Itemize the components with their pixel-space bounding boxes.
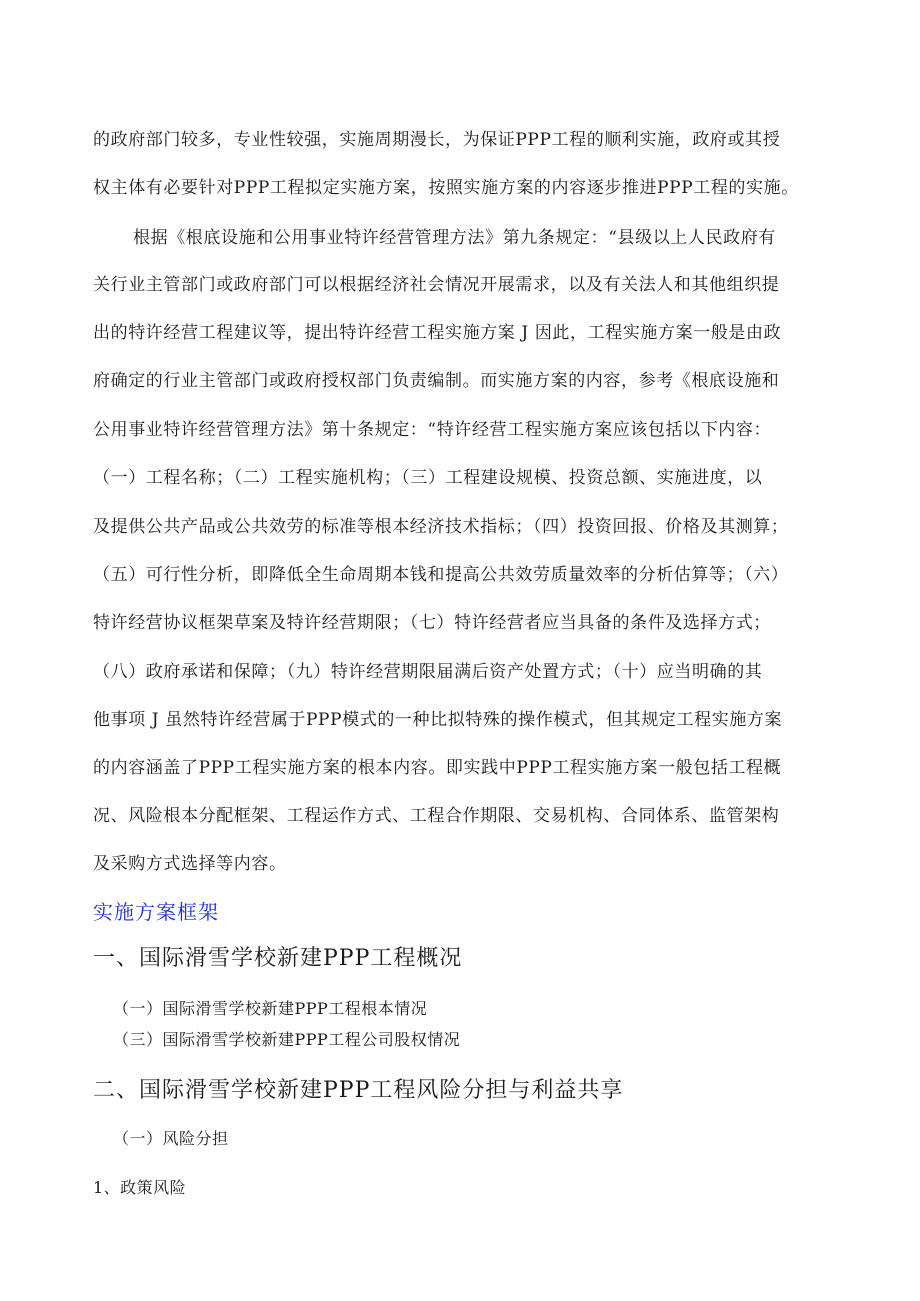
paragraph-line: （五）可行性分析，即降低全生命周期本钱和提高公共效劳质量效率的分析估算等；（六） [93,565,789,585]
paragraph-line: （八）政府承诺和保障；（九）特许经营期限届满后资产处置方式；（十）应当明确的其 [93,662,763,682]
subsection-item: （一）国际滑雪学校新建PPP工程根本情况 [113,999,428,1018]
paragraph-line: 及提供公共产品或公共效劳的标准等根本经济技术指标；（四）投资回报、价格及其测算； [93,517,789,537]
list-item: 1、政策风险 [93,1178,187,1197]
paragraph-line: 况、风险根本分配框架、工程运作方式、工程合作期限、交易机构、合同体系、监管架构 [93,806,780,826]
framework-heading: 实施方案框架 [93,900,219,924]
paragraph-line: 府确定的行业主管部门或政府授权部门负责编制。而实施方案的内容，参考《根底设施和 [93,371,780,391]
subsection-item: （三）国际滑雪学校新建PPP工程公司股权情况 [113,1030,461,1049]
paragraph-line: 关行业主管部门或政府部门可以根据经济社会情况开展需求，以及有关法人和其他组织提 [93,275,780,295]
paragraph-line: 出的特许经营工程建议等，提出特许经营工程实施方案 J 因此，工程实施方案一般是由政 [93,323,782,343]
section-heading: 一、国际滑雪学校新建PPP工程概况 [93,946,463,971]
paragraph-line: 根据《根底设施和公用事业特许经营管理方法》第九条规定：“县级以上人民政府有 [133,228,776,248]
subsection-heading: （一）风险分担 [113,1129,229,1148]
section-heading: 二、国际滑雪学校新建PPP工程风险分担与利益共享 [93,1078,624,1103]
paragraph-line: 权主体有必要针对PPP工程拟定实施方案，按照实施方案的内容逐步推进PPP工程的实施。 [93,178,799,198]
paragraph-line: 的政府部门较多，专业性较强，实施周期漫长，为保证PPP工程的顺利实施，政府或其授 [93,130,781,150]
paragraph-line: 公用事业特许经营管理方法》第十条规定：“特许经营工程实施方案应该包括以下内容： [93,420,772,440]
paragraph-line: 的内容涵盖了PPP工程实施方案的根本内容。即实践中PPP工程实施方案一般包括工程概 [93,758,782,778]
paragraph-line: 他事项 J 虽然特许经营属于PPP模式的一种比拟特殊的操作模式，但其规定工程实施方案 [93,710,783,730]
paragraph-line: （一）工程名称；（二）工程实施机构；（三）工程建设规模、投资总额、实施进度，以 [93,468,763,488]
paragraph-line: 特许经营协议框架草案及特许经营期限；（七）特许经营者应当具备的条件及选择方式； [93,613,771,633]
paragraph-line: 及采购方式选择等内容。 [93,854,287,874]
